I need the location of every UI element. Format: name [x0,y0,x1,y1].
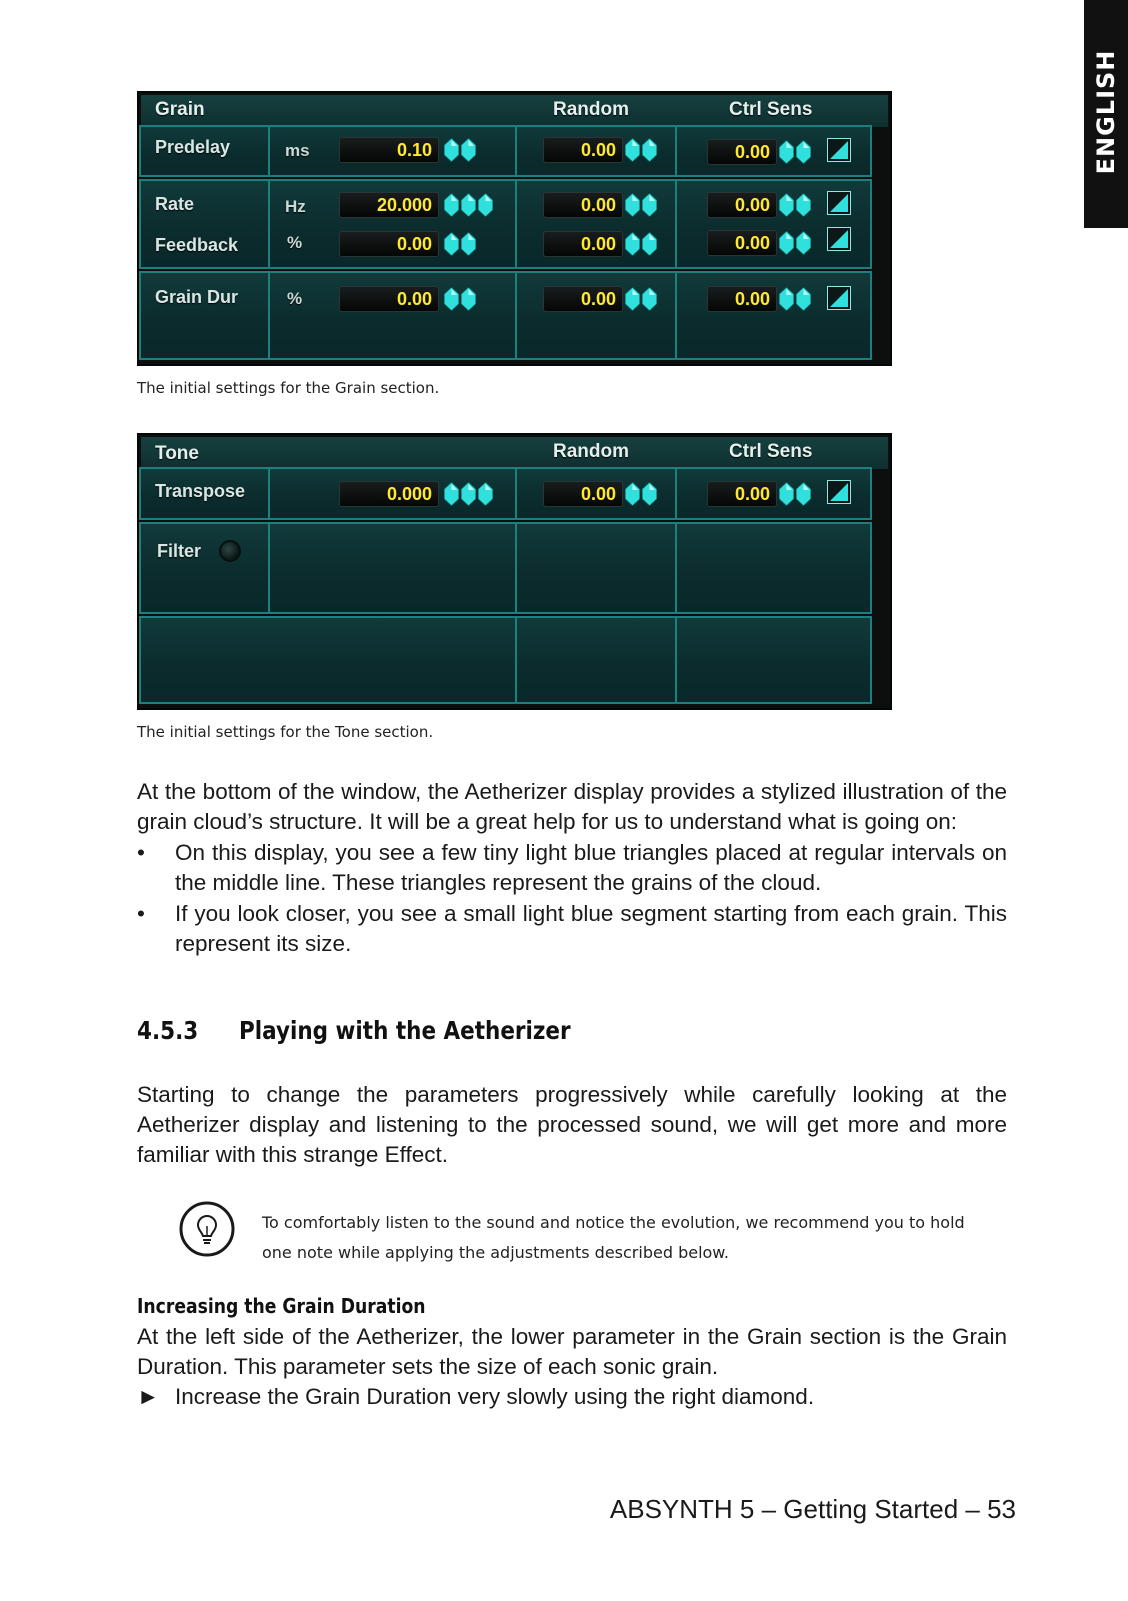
intro-paragraph: At the bottom of the window, the Aetherizer display provides a stylized illustration of the grain cloud’s structure. It will be a great help for us to understand what is going on: [137,779,1007,834]
tone-header-ctrl-sens: Ctrl Sens [729,441,813,462]
grain-dur-ctrl-value[interactable]: 0.00 [707,286,777,312]
sub-paragraph: At the left side of the Aetherizer, the lower parameter in the Grain section is the Grain Duration. This parameter sets the size of each sonic grain. [137,1324,1007,1379]
grain-dur-value[interactable]: 0.00 [339,286,439,312]
rate-diamond-left-icon[interactable] [444,193,459,217]
predelay-ctrl-diamond-right-icon[interactable] [796,140,811,164]
tone-cell [139,522,270,614]
bullet-item [137,899,1007,959]
bullet-text: If you look closer, you see a small light blue segment starting from each grain. This represent its size. [175,901,1007,956]
transpose-label: Transpose [155,481,246,501]
rate-value[interactable]: 20.000 [339,192,439,218]
bullet-mark: • [137,901,145,926]
tone-cell [268,522,517,614]
filter-toggle-led[interactable] [219,540,241,562]
page-footer: ABSYNTH 5 – Getting Started – 53 [609,1494,1016,1524]
tone-cell [675,616,872,704]
rate-label: Rate [155,194,195,214]
section-paragraph: Starting to change the parameters progressively while carefully looking at the Aetherizer display and listening to the processed sound, we will get more and more familiar with this strange Effect. [137,1082,1007,1167]
grain-dur-ctrl-diamond-right-icon[interactable] [796,287,811,311]
transpose-value[interactable]: 0.000 [339,481,439,507]
transpose-random-value[interactable]: 0.00 [543,481,623,507]
tone-panel-caption: The initial settings for the Tone section. [137,723,434,741]
feedback-label: Feedback [155,235,239,255]
rate-diamond-middle-icon[interactable] [461,193,476,217]
subheading: Increasing the Grain Duration [137,1294,426,1318]
instruction-item [137,1382,1007,1412]
rate-random-value[interactable]: 0.00 [543,192,623,218]
transpose-ctrl-diamond-left-icon[interactable] [779,482,794,506]
tone-header-random: Random [553,441,629,462]
section-heading [137,1016,571,1045]
transpose-random-diamond-left-icon[interactable] [625,482,640,506]
predelay-ctrl-value[interactable]: 0.00 [707,139,777,165]
feedback-ctrl-sens-icon[interactable] [827,227,851,251]
tone-panel [137,433,892,710]
predelay-random-value[interactable]: 0.00 [543,137,623,163]
grain-dur-random-value[interactable]: 0.00 [543,286,623,312]
predelay-ctrl-diamond-left-icon[interactable] [779,140,794,164]
bullet-text: On this display, you see a few tiny light blue triangles placed at regular intervals on the middle line. These triangles represent the grains of the cloud. [175,840,1007,895]
grain-panel-caption: The initial settings for the Grain section. [137,379,440,397]
transpose-ctrl-diamond-right-icon[interactable] [796,482,811,506]
rate-random-diamond-right-icon[interactable] [642,193,657,217]
predelay-diamond-left-icon[interactable] [444,138,459,162]
predelay-label: Predelay [155,137,231,157]
rate-ctrl-sens-icon[interactable] [827,191,851,215]
grain-dur-diamond-right-icon[interactable] [461,287,476,311]
instruction-text: Increase the Grain Duration very slowly using the right diamond. [175,1384,815,1409]
arrow-right-icon: ► [137,1384,160,1409]
feedback-diamond-right-icon[interactable] [461,232,476,256]
rate-random-diamond-left-icon[interactable] [625,193,640,217]
rate-unit: Hz [285,197,306,216]
predelay-random-diamond-left-icon[interactable] [625,138,640,162]
predelay-ctrl-sens-icon[interactable] [827,138,851,162]
feedback-diamond-left-icon[interactable] [444,232,459,256]
tone-cell [515,522,677,614]
language-tab-label: ENGLISH [1092,49,1120,175]
feedback-ctrl-value[interactable]: 0.00 [707,230,777,256]
grain-panel [137,91,892,366]
language-tab [1084,0,1128,228]
grain-dur-label: Grain Dur [155,287,239,307]
grain-header-random: Random [553,99,629,120]
transpose-ctrl-sens-icon[interactable] [827,480,851,504]
bullet-mark: • [137,840,145,865]
rate-diamond-right-icon[interactable] [478,193,493,217]
grain-dur-diamond-left-icon[interactable] [444,287,459,311]
grain-cell [515,271,677,360]
grain-dur-random-diamond-left-icon[interactable] [625,287,640,311]
rate-ctrl-value[interactable]: 0.00 [707,192,777,218]
predelay-value[interactable]: 0.10 [339,137,439,163]
grain-dur-unit: % [287,289,303,308]
tone-header-title: Tone [155,443,199,464]
transpose-random-diamond-right-icon[interactable] [642,482,657,506]
grain-dur-ctrl-sens-icon[interactable] [827,286,851,310]
grain-dur-random-diamond-right-icon[interactable] [642,287,657,311]
predelay-diamond-right-icon[interactable] [461,138,476,162]
transpose-diamond-middle-icon[interactable] [461,482,476,506]
feedback-unit: % [287,233,303,252]
grain-cell [268,271,517,360]
rate-ctrl-diamond-left-icon[interactable] [779,193,794,217]
feedback-ctrl-diamond-right-icon[interactable] [796,231,811,255]
section-number: 4.5.3 [137,1016,199,1045]
grain-header-title: Grain [155,99,205,120]
bullet-item [137,838,1007,898]
feedback-random-diamond-right-icon[interactable] [642,232,657,256]
feedback-ctrl-diamond-left-icon[interactable] [779,231,794,255]
lightbulb-tip-icon [178,1200,236,1258]
feedback-value[interactable]: 0.00 [339,231,439,257]
tone-cell [515,616,677,704]
grain-cell [675,271,872,360]
section-title: Playing with the Aetherizer [239,1016,571,1045]
grain-dur-ctrl-diamond-left-icon[interactable] [779,287,794,311]
grain-header-ctrl-sens: Ctrl Sens [729,99,813,120]
predelay-random-diamond-right-icon[interactable] [642,138,657,162]
transpose-diamond-right-icon[interactable] [478,482,493,506]
predelay-unit: ms [285,141,310,160]
transpose-ctrl-value[interactable]: 0.00 [707,481,777,507]
tone-cell [139,616,517,704]
filter-label: Filter [157,541,202,561]
rate-ctrl-diamond-right-icon[interactable] [796,193,811,217]
transpose-diamond-left-icon[interactable] [444,482,459,506]
feedback-random-value[interactable]: 0.00 [543,231,623,257]
feedback-random-diamond-left-icon[interactable] [625,232,640,256]
tone-cell [675,522,872,614]
tip-text: To comfortably listen to the sound and notice the evolution, we recommend you to hold one note while applying the adjustments described below. [262,1213,965,1262]
grain-cell [139,271,270,360]
